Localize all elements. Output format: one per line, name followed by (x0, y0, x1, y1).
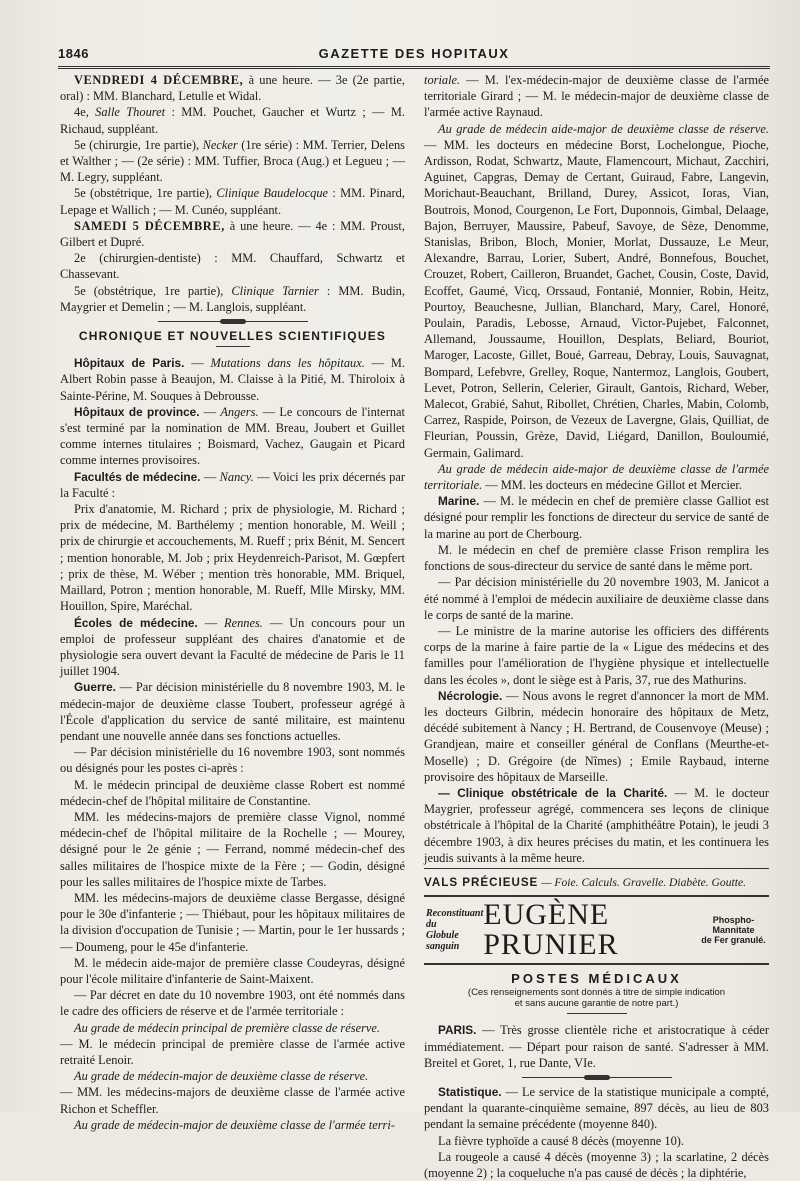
news-ecoles: Écoles de médecine. — Rennes. — Un concours pour un emploi de professeur suppléant des chaires d'anatomie et de physiologie sera ouvert devant la Faculté de médecine de Paris le 11 juillet 1904. (60, 615, 405, 679)
news-necrologie: Nécrologie. — Nous avons le regret d'annoncer la mort de MM. les docteurs Gilbrin, médecin honoraire des hôpitaux de Metz, décédé subitement à Nancy ; H. Bertrand, de Cousenvoye (Meuse) ; Grandjean, maire et conseiller général de Conflans (Meurthe-et-Moselle) ; D. Grégoire (de Nîmes) ; Emile Raybaud, interne provisoire des hôpitaux de Marseille. (424, 688, 769, 784)
news-guerre-4: MM. les médecins-majors de première classe Vignol, nommé médecin-chef de l'hôpital militaire de la Rochelle ; — Mourey, désigné pour le 2e génie ; — Ferrand, nommé médecin-chef des salles militaires de l'hospice mixte de la Fère ; — Godin, désigné pour les salles militaires de l'hospice mixte de Tarbes. (60, 809, 405, 889)
news-aide-major-territoriale: Au grade de médecin aide-major de deuxième classe de l'armée territoriale. — MM. les docteurs en médecine Gillot et Mercier. (424, 461, 769, 493)
ad-prunier-brand: EUGÈNE PRUNIER (483, 898, 619, 962)
exam-friday-5-obst: 5e (obstétrique, 1re partie), Clinique Baudelocque : MM. Pinard, Lepage et Wallich ; — M. Cunéo, suppléant. (60, 186, 405, 217)
left-column (60, 72, 405, 1133)
news-guerre-9: — M. le médecin principal de première classe de l'armée active retraité Lenoir. (60, 1036, 405, 1067)
ornament-divider-2 (522, 1077, 672, 1078)
news-statistique-2: La fièvre typhoïde a causé 8 décès (moyenne 10). (438, 1133, 684, 1148)
ad-prunier-right: Phospho-Mannitate de Fer granulé. (701, 915, 766, 946)
running-title: GAZETTE DES HOPITAUX (318, 46, 510, 61)
news-guerre-7: — Par décret en date du 10 novembre 1903, ont été nommés dans le cadre des officiers de réserve et de l'armée territoriale : (60, 988, 405, 1019)
exam-saturday-5: 5e (obstétrique, 1re partie), Clinique Tarnier : MM. Budin, Maygrier et Demelin ; — M. Langlois, suppléant. (60, 283, 405, 314)
news-facultes: Facultés de médecine. — Nancy. — Voici les prix décernés par la Faculté : (60, 469, 406, 500)
news-marine: Marine. — M. le médecin en chef de première classe Galliot est désigné pour remplir les fonctions de directeur du service de santé de la marine au port de Cherbourg. (424, 494, 769, 541)
header-rule (58, 66, 770, 69)
postes-title: POSTES MÉDICAUX (511, 971, 682, 987)
news-facultes-prizes: Prix d'anatomie, M. Richard ; prix de physiologie, M. Richard ; prix de médecine, M. Barthélemy ; mention honorable, M. Weill ; prix de chirurgie et accouchements, M. Rueff ; prix Bénit, M. Sencert ; mention honorable, M. Job ; prix Heydenreich-Parisot, M. Gœpfert ; prix de thèse, M. Wéber ; mention très honorable, MM. Briquel, Maillard, Potron ; mention honorable, M. Rueff, Mlle Mirsky, MM. Houillon, Spire, Maréchal. (60, 502, 405, 614)
news-clinique: — Clinique obstétricale de la Charité. — M. le docteur Maygrier, professeur agrégé, commencera ses leçons de clinique obstétricale à l'hôpital de la Charité (amphithéâtre Potain), le jeudi 3 décembre 1903, à dix heures précises du matin, et les continuera les jeudis suivants à la même heure. (424, 785, 769, 865)
ornament-divider (158, 321, 308, 322)
news-hopitaux-province: Hôpitaux de province. — Angers. — Le concours de l'internat s'est terminé par la nomination de MM. Breau, Joubert et Guillet comme internes titulaires ; Boismard, Vachez, Gaugain et Picard comme internes provisoires. (60, 404, 405, 468)
news-continuation: toriale. — M. l'ex-médecin-major de deuxième classe de l'armée territoriale Girard ; — M. le médecin-major de deuxième classe de l'armée active Raynaud. (424, 73, 769, 120)
news-guerre-6: M. le médecin aide-major de première classe Coudeyras, désigné pour l'école militaire d'infanterie de Saint-Maixent. (60, 955, 405, 986)
postes-note-1: (Ces renseignements sont donnés à titre de simple indication (467, 987, 726, 999)
page-number: 1846 (58, 46, 89, 61)
ad-rule-top (424, 868, 769, 869)
exam-saturday: SAMEDI 5 DÉCEMBRE, à une heure. — 4e : MM. Proust, Gilbert et Dupré. (60, 218, 405, 250)
right-column (424, 72, 769, 1181)
postes-note-2: et sans aucune garantie de notre part.) (514, 998, 679, 1010)
news-guerre-5: MM. les médecins-majors de deuxième classe Bergasse, désigné pour le 30e d'infanterie ; — Thiébaut, pour les hôpitaux militaires de la division d'occupation de Tunisie ; — Martin, pour le 1er hussards ; — Doumeng, pour le 45e d'infanterie. (60, 890, 405, 954)
news-guerre-11: — MM. les médecins-majors de deuxième classe de l'armée active Richon et Scheffler. (60, 1085, 405, 1116)
news-guerre-12: Au grade de médecin-major de deuxième classe de l'armée terri- (74, 1117, 395, 1132)
news-marine-4: — Le ministre de la marine autorise les officiers des différents corps de la marine à faire partie de la « Ligue des médecins et des familles pour l'amélioration de l'hygiène physique et intellectuelle dans les écoles », dont le siège est à Paris, 37, rue des Mathurins. (424, 623, 769, 687)
short-divider (216, 346, 250, 347)
section-title: CHRONIQUE ET NOUVELLES SCIENTIFIQUES (78, 329, 387, 344)
ad-prunier-left: Reconstituant du Globule sanguin (426, 908, 484, 953)
news-guerre-10: Au grade de médecin-major de deuxième classe de réserve. (74, 1069, 369, 1084)
news-guerre-3: M. le médecin principal de deuxième classe Robert est nommé médecin-chef de l'hôpital militaire de Constantine. (60, 777, 405, 808)
short-divider-2 (567, 1013, 627, 1014)
news-marine-3: — Par décision ministérielle du 20 novembre 1903, M. Janicot a été nommé à l'emploi de médecin auxiliaire de deuxième classe dans le corps de santé de la marine. (424, 575, 769, 622)
news-guerre-2: — Par décision ministérielle du 16 novembre 1903, sont nommés ou désignés pour les postes ci-après : (60, 745, 405, 776)
news-statistique: Statistique. — Le service de la statistique municipale a compté, pendant la quarante-cinquième semaine, 897 décès, au lieu de 803 pendant la semaine précédente (moyenne 840). (424, 1084, 769, 1132)
exam-friday: VENDREDI 4 DÉCEMBRE, à une heure. — 3e (2e partie, oral) : MM. Blanchard, Letulle et Widal. (60, 73, 405, 104)
news-guerre: Guerre. — Par décision ministérielle du 8 novembre 1903, M. le médecin-major de deuxième classe Toubert, professeur agrégé à l'École d'application du service de santé militaire, est maintenu pendant une nouvelle année dans ses fonctions actuelles. (60, 680, 405, 743)
news-statistique-3: La rougeole a causé 4 décès (moyenne 3) ; la scarlatine, 2 décès (moyenne 2) ; la coqueluche n'a pas causé de décès ; la diphtérie, (424, 1149, 769, 1180)
ad-prunier (424, 895, 769, 965)
news-aide-major-reserve: Au grade de médecin aide-major de deuxième classe de réserve. — MM. les docteurs en médecine Borst, Lochelongue, Pioche, Ardisson, Rodat, Schwartz, Maute, Flamencourt, Michaut, Zacchiri, Aguinet, Capgras, Demay de Certant, Guiraud, Fabre, Langevin, Morichaut-Beauchant, Brilland, Durey, Assicot, Ioras, Vian, Boutrois, Monod, Courgenon, Le Fort, Duponnois, Gimbal, Delaage, Bajon, Berruyer, Maussire, Pabeuf, Savoye, de Sèze, Denomme, Stanislas, Bribon, Bloch, Monier, Morlat, Dussauze, Le Meur, Alexandre, Barrau, Lorier, Subert, André, Bonnefous, Bouchet, Crouzet, Robert, Cailleron, Bruandet, Gachet, Cousin, Coste, David, Ecoffet, Gaumé, Vicq, Orssaud, Fontanié, Monnier, Robin, Heitz, Pourtoy, Beauchesne, Jullian, Blanchard, Mary, Carel, Honoré, Poulain, Paradis, Lebosse, Arnaud, Victor-Pujebet, Falconnet, Allemand, Joussaume, Houillon, Desplats, Beliard, Bouriot, Maroger, Lacoste, Gillet, Boué, Garreau, Debray, Louis, Sauvagnat, Bompard, Lefebvre, Grelley, Roque, Nantermoz, Langlois, Goubert, Levet, Potron, Sellerin, Celerier, Girault, Gantois, Richard, Weber, Malecot, Grabié, Sahut, Ribollet, Chrétien, Charles, Mabin, Colomb, Carrez, Raspide, Poirson, de Vezeux de Lavergne, Glais, Quilliat, de Fleurian, Poussin, Grèze, David, Liégard, Danillon, Bouloumié, Germain, Galimard. (424, 121, 769, 460)
news-hopitaux-paris: Hôpitaux de Paris. — Mutations dans les hôpitaux. — M. Albert Robin passe à Beaujon, M. Claisse à la Pitié, M. Thiroloix à Sainte-Périne, M. Souques à Debrousse. (60, 356, 405, 403)
exam-friday-5-chir: 5e (chirurgie, 1re partie), Necker (1re série) : MM. Terrier, Delens et Walther ; — (2e série) : MM. Tuffier, Broca (Aug.) et Legueu ; — M. Legry, suppléant. (60, 137, 405, 185)
news-guerre-8: Au grade de médecin principal de première classe de réserve. (74, 1020, 380, 1035)
exam-saturday-2: 2e (chirurgien-dentiste) : MM. Chauffard, Schwartz et Chassevant. (60, 251, 405, 282)
news-marine-2: M. le médecin en chef de première classe Frison remplira les fonctions de sous-directeur du service de santé dans le même port. (424, 542, 769, 574)
exam-friday-4: 4e, Salle Thouret : MM. Pouchet, Gaucher et Wurtz ; — M. Richaud, suppléant. (60, 105, 405, 136)
page-header (58, 44, 770, 66)
news-paris-post: PARIS. — Très grosse clientèle riche et aristocratique à céder immédiatement. — Départ pour raison de santé. S'adresser à MM. Breitel et Goret, 1, rue Dante, VIe. (424, 1023, 769, 1070)
ad-vals: VALS PRÉCIEUSE — Foie. Calculs. Gravelle. Diabète. Goutte. (424, 875, 746, 889)
